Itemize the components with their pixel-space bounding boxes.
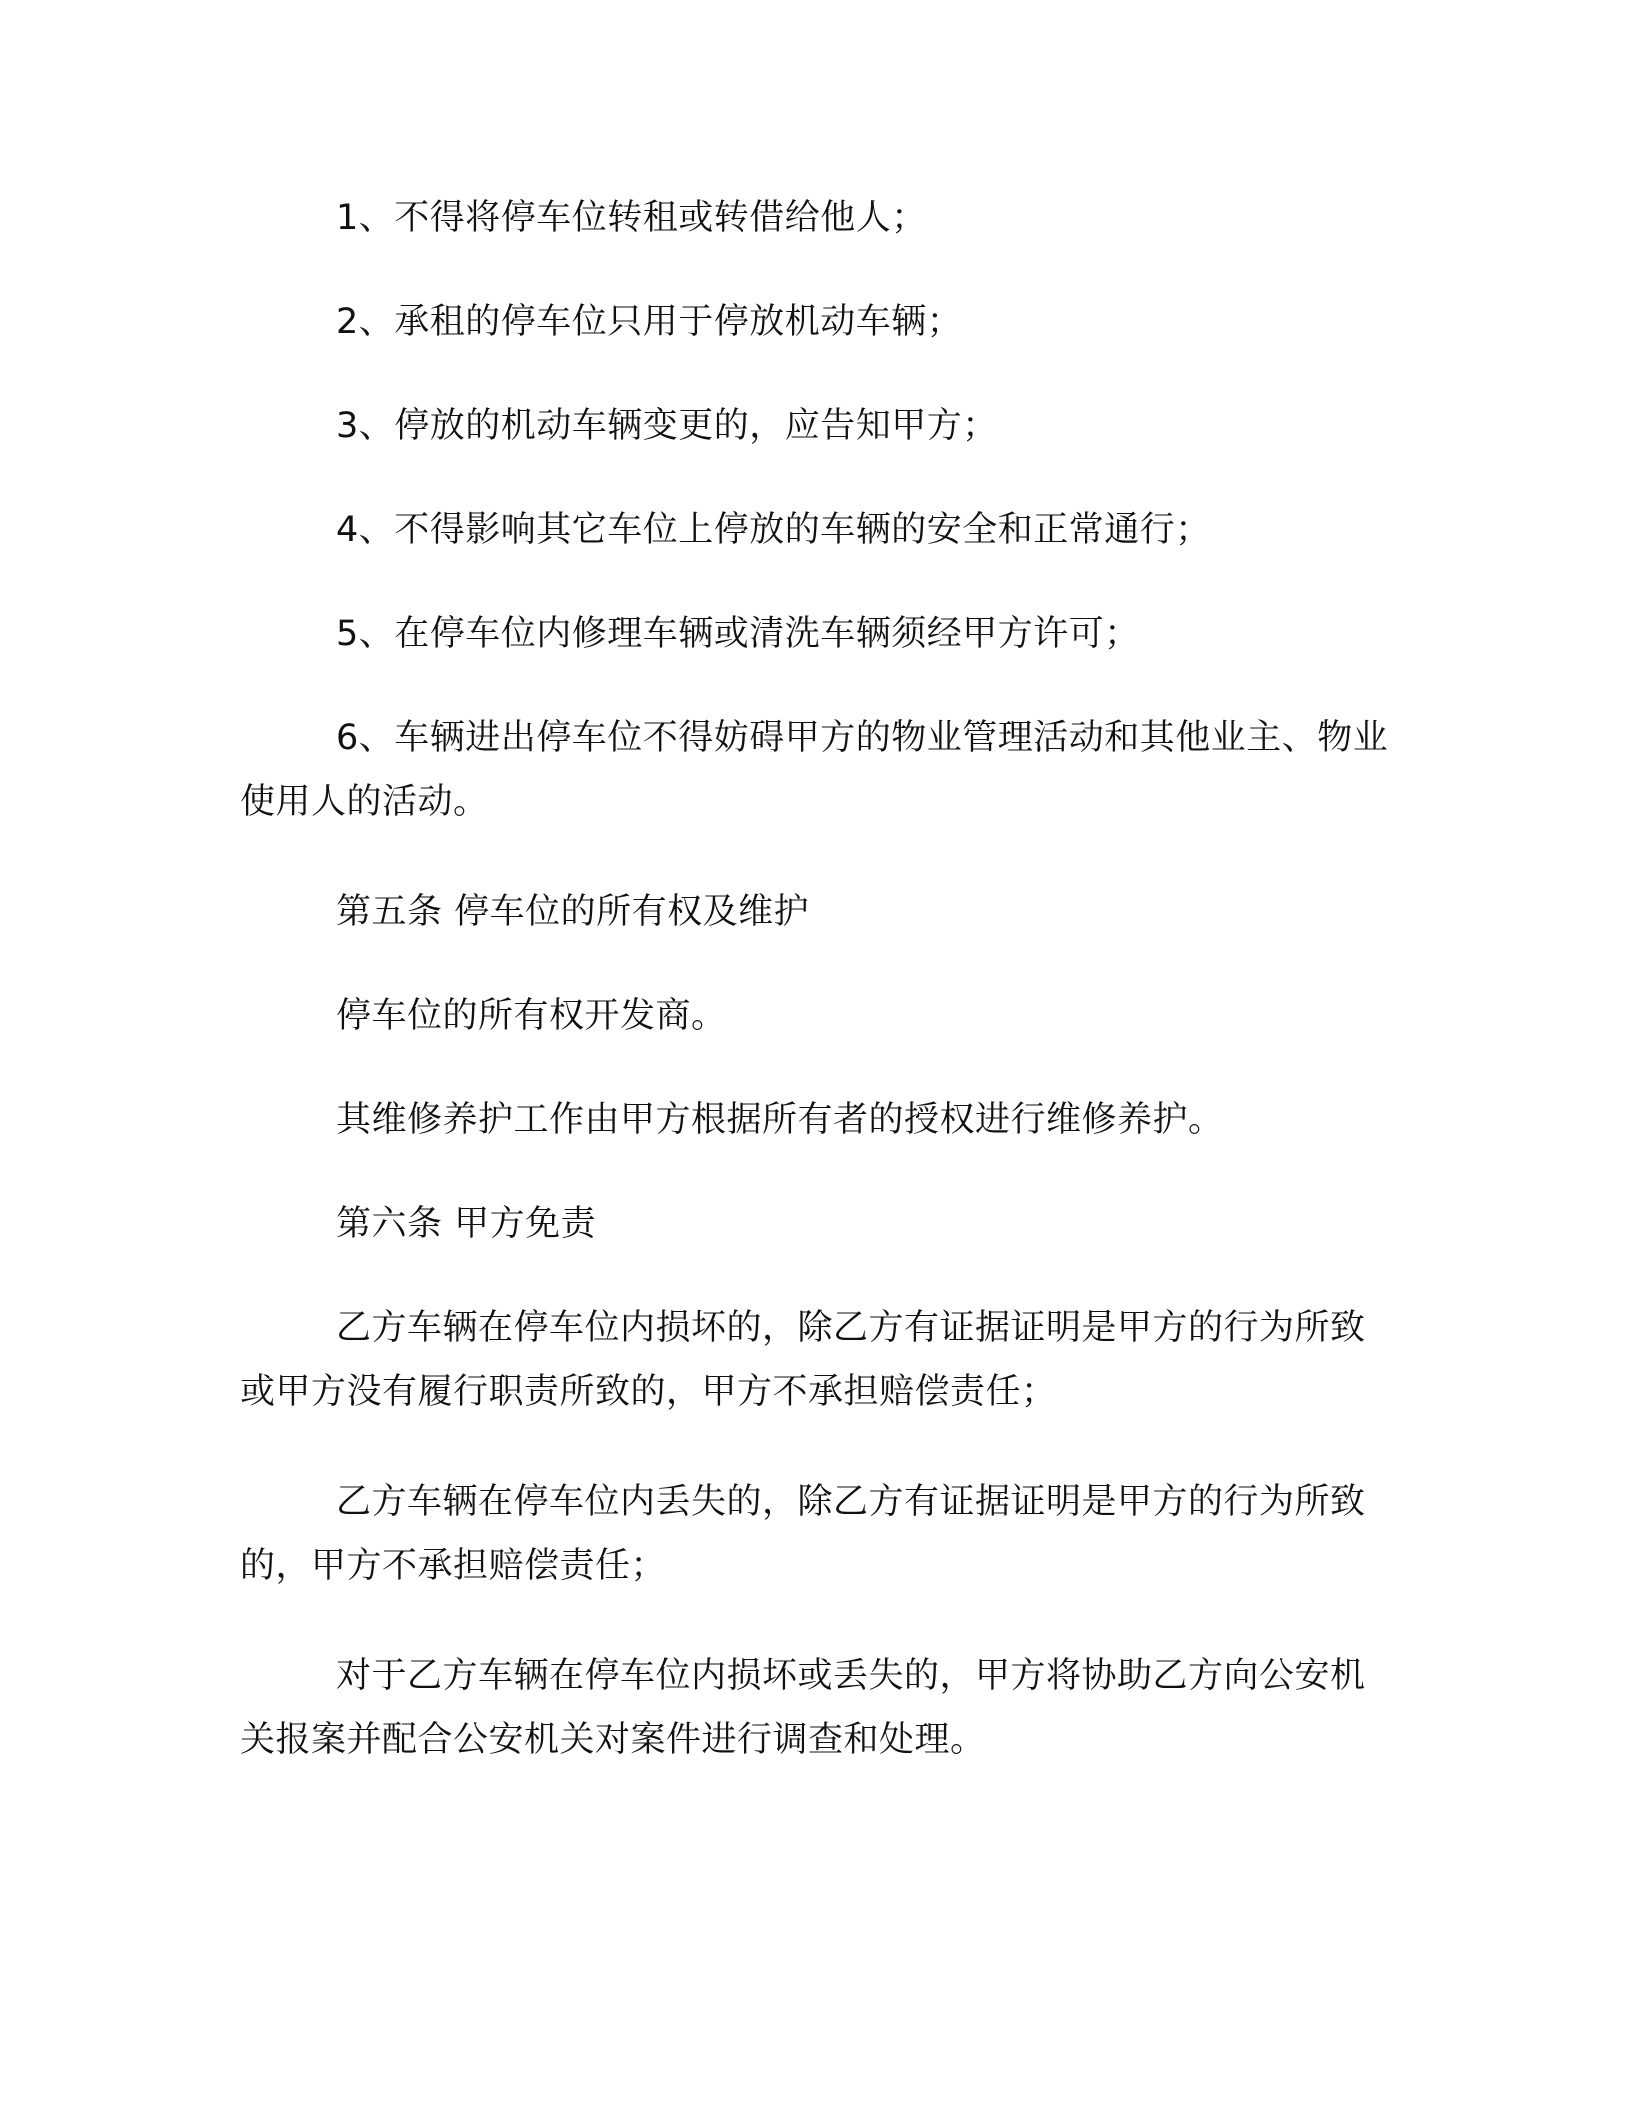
clause-item-2: 2、承租的停车位只用于停放机动车辆； xyxy=(336,302,963,342)
damage-liability-paragraph: 乙方车辆在停车位内损坏的，除乙方有证据证明是甲方的行为所致或甲方没有履行职责所致的，甲方不承担赔偿责任； xyxy=(240,1308,1366,1412)
article-6-heading: 第六条 甲方免责 xyxy=(336,1204,597,1244)
loss-liability-paragraph: 乙方车辆在停车位内丢失的，除乙方有证据证明是甲方的行为所致的，甲方不承担赔偿责任； xyxy=(240,1482,1366,1586)
clause-item-5: 5、在停车位内修理车辆或清洗车辆须经甲方许可； xyxy=(336,614,1140,654)
clause-item-4: 4、不得影响其它车位上停放的车辆的安全和正常通行； xyxy=(336,510,1211,550)
ownership-paragraph: 停车位的所有权开发商。 xyxy=(336,996,727,1036)
article-5-heading: 第五条 停车位的所有权及维护 xyxy=(336,892,810,932)
clause-item-3: 3、停放的机动车辆变更的，应告知甲方； xyxy=(336,406,998,446)
clause-item-1: 1、不得将停车位转租或转借给他人； xyxy=(336,198,927,238)
maintenance-paragraph: 其维修养护工作由甲方根据所有者的授权进行维修养护。 xyxy=(336,1100,1224,1140)
police-assistance-paragraph: 对于乙方车辆在停车位内损坏或丢失的，甲方将协助乙方向公安机关报案并配合公安机关对案件进行调查和处理。 xyxy=(240,1656,1366,1760)
clause-item-6: 6、车辆进出停车位不得妨碍甲方的物业管理活动和其他业主、物业使用人的活动。 xyxy=(240,718,1389,822)
